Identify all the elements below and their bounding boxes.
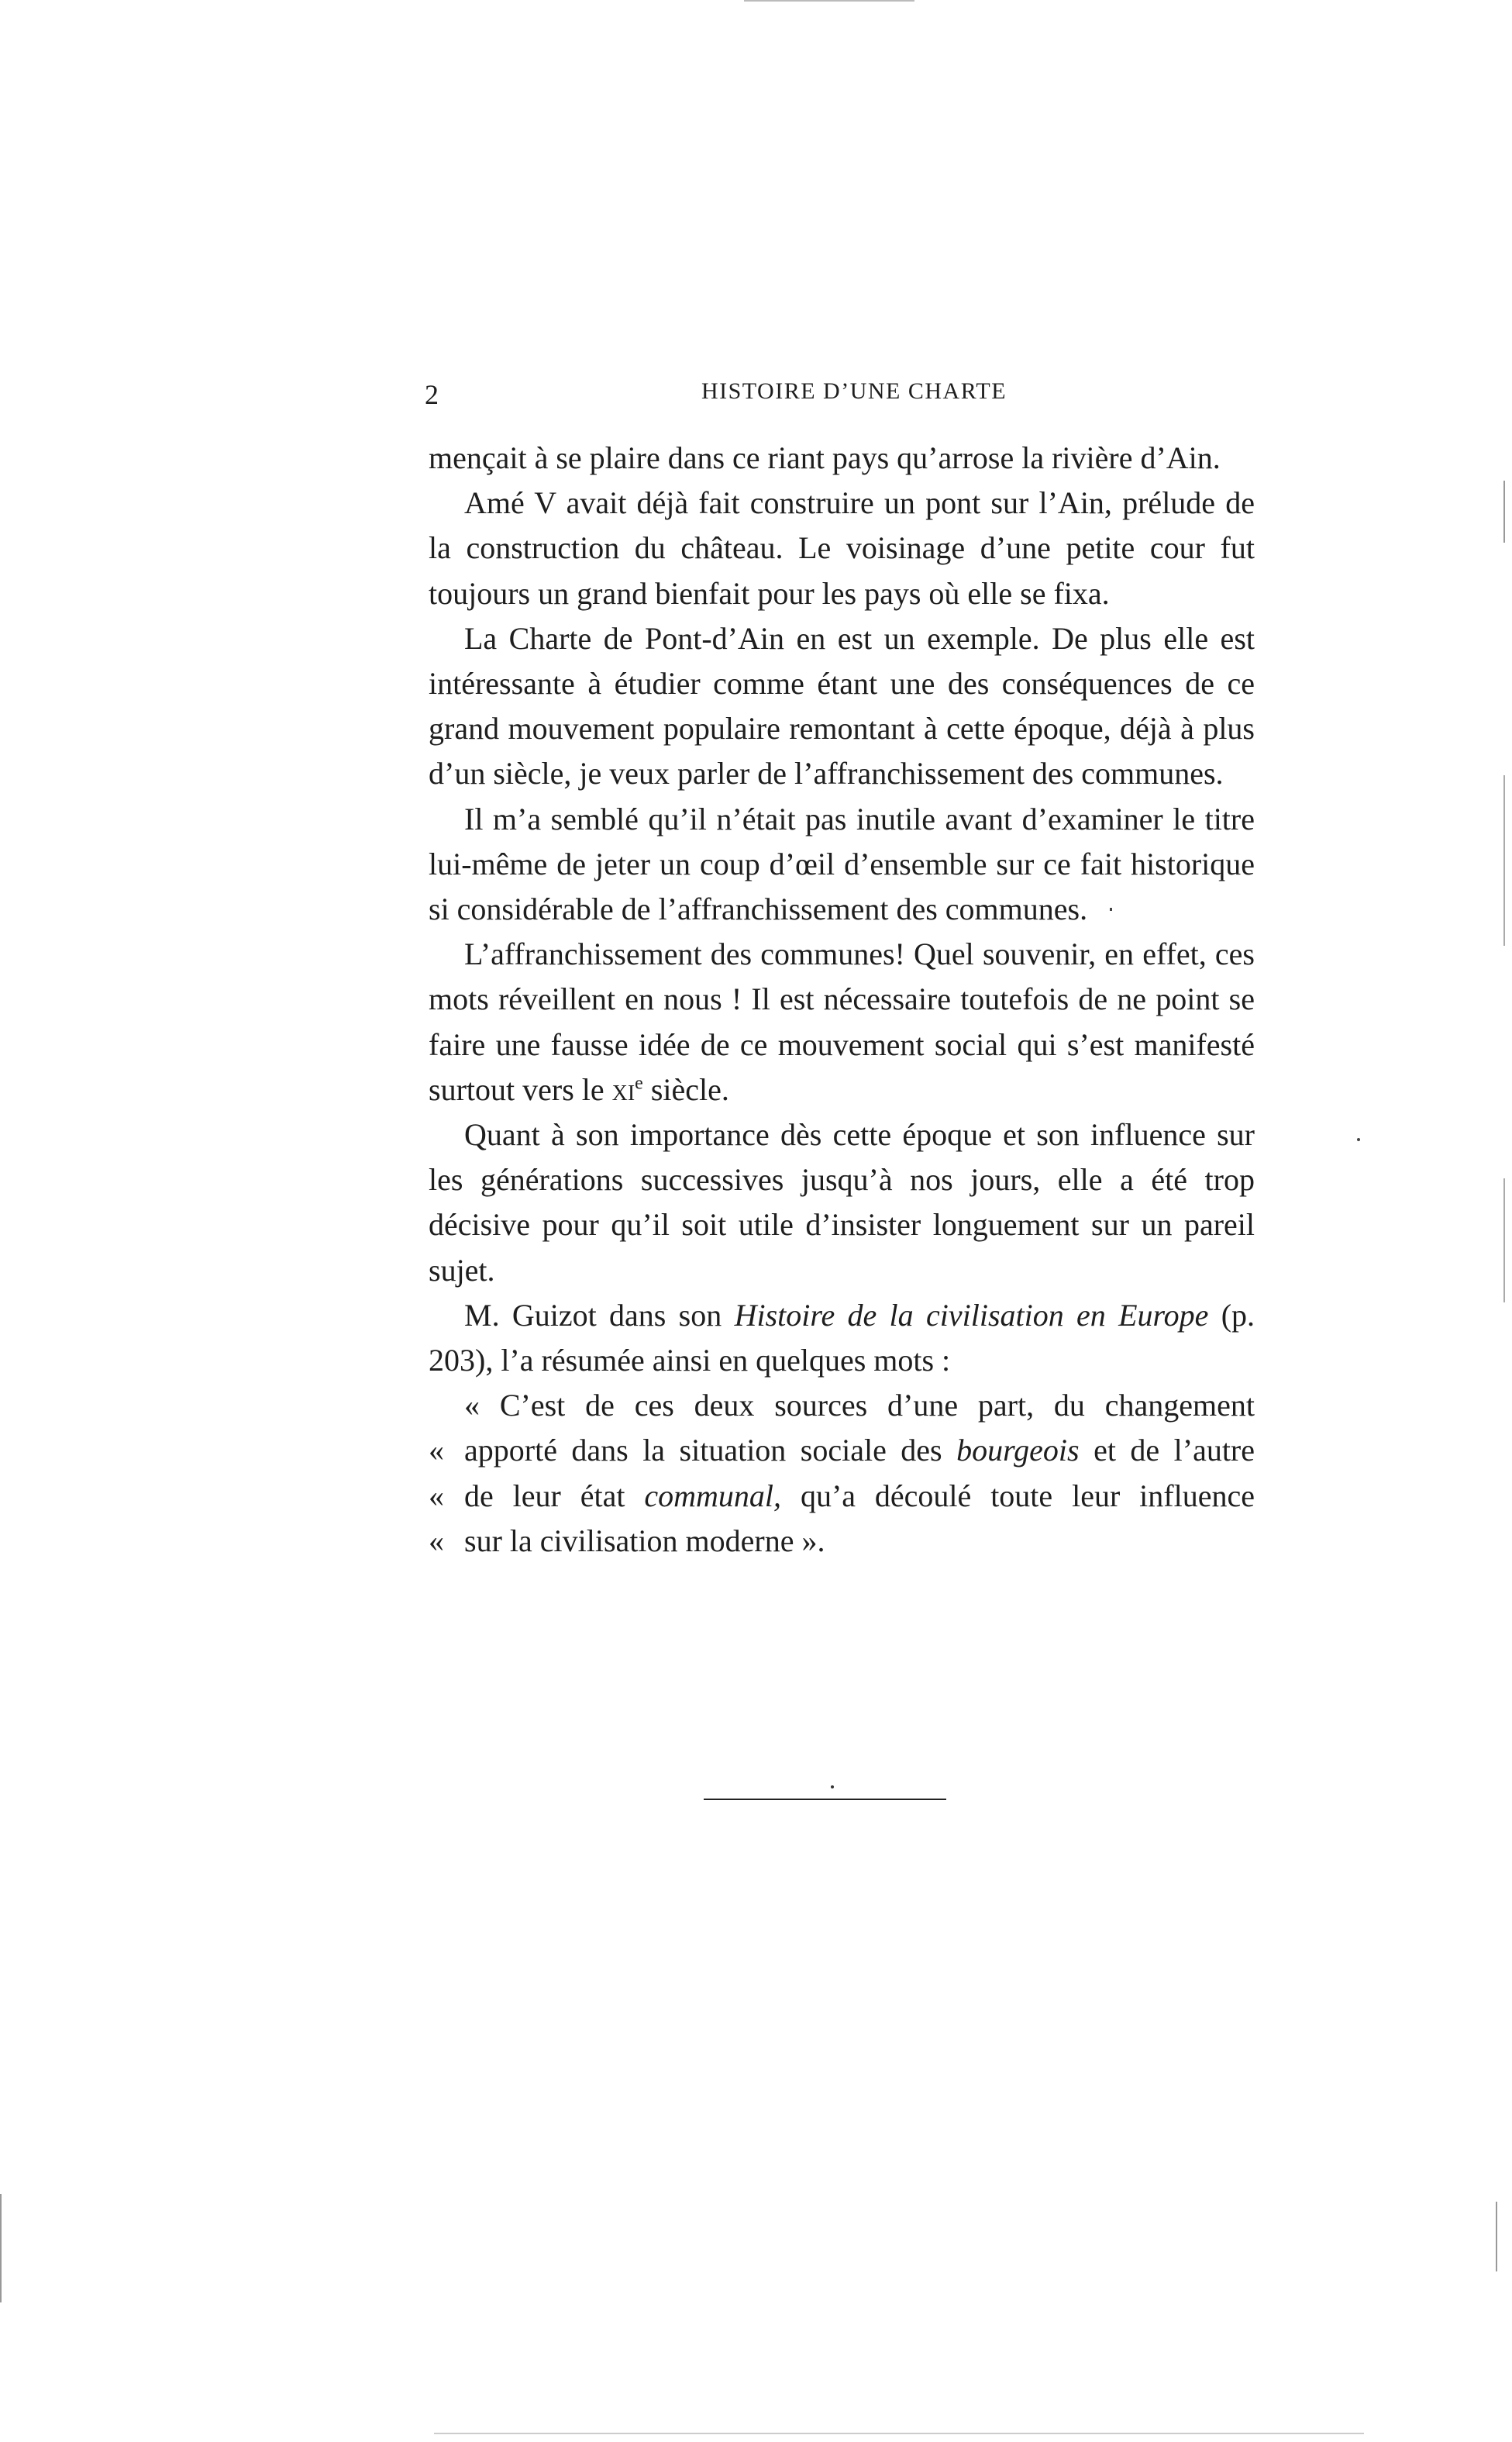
scan-edge-mark — [1496, 2202, 1497, 2271]
quote-open-mark: « — [464, 1388, 480, 1423]
quote-line — [429, 1383, 1255, 1428]
paragraph-text: L’affranchissement des communes! Quel souvenir, en effet, ces mots réveillent en nous ! Il est nécessaire toutefois de ne point se faire une fausse idée de ce mouvement social qui s’est manifesté surtout vers le — [429, 936, 1255, 1107]
quote-text: C’est de ces deux sources d’une part, du changement — [499, 1388, 1255, 1423]
quote-margin-mark: « — [429, 1523, 444, 1558]
quotation — [429, 1383, 1255, 1564]
paragraph — [429, 1293, 1255, 1383]
paragraph — [429, 932, 1255, 1112]
paragraph-text-end: (p. 203), l’a résumée ainsi en quelques mots : — [429, 1297, 1255, 1378]
end-ornament-dot — [831, 1785, 834, 1788]
quote-line — [429, 1474, 1255, 1519]
century-superscript: e — [635, 1073, 643, 1094]
scan-edge-mark — [1503, 481, 1505, 543]
page-header — [425, 378, 1255, 412]
book-title: Histoire de la civilisation en Europe — [734, 1297, 1209, 1333]
end-rule — [704, 1799, 946, 1800]
paragraph: La Charte de Pont-d’Ain en est un exemple. De plus elle est intéressante à étudier comme étant une des conséquences de ce grand mouvement populaire remontant à cette époque, déjà à plus d’un siècle, je veux parler de l’affranchissement des communes. — [429, 620, 1255, 792]
running-title: HISTOIRE D’UNE CHARTE — [701, 378, 1007, 404]
page-number: 2 — [425, 379, 439, 410]
quote-margin-mark: « — [429, 1478, 444, 1513]
paragraph: Amé V avait déjà fait construire un pont sur l’Ain, prélude de la construction du château. Le voisinage d’une petite cour fut toujours un grand bienfait pour les pays où elle se fixa. — [429, 485, 1255, 611]
quote-text: de leur état — [464, 1478, 625, 1513]
quote-italic: communal, — [644, 1478, 782, 1513]
century-numeral: xi — [611, 1071, 635, 1107]
quote-italic: bourgeois — [956, 1433, 1080, 1468]
scan-speck — [1110, 908, 1112, 911]
paragraph: Quant à son importance dès cette époque et son influence sur les générations successives jusqu’à nos jours, elle a été trop décisive pour qu’il soit utile d’insister longuement sur un pareil sujet. — [429, 1117, 1255, 1288]
quote-text: et de l’autre — [1094, 1433, 1255, 1468]
quote-margin-mark: « — [429, 1433, 444, 1468]
quote-text: apporté dans la situation sociale des — [464, 1433, 942, 1468]
paragraph-text: M. Guizot dans son — [464, 1297, 722, 1333]
scan-top-edge — [744, 0, 914, 2]
body-text — [429, 436, 1255, 1564]
quote-text: sur la civilisation moderne ». — [464, 1523, 825, 1558]
scan-speck — [1357, 1138, 1360, 1141]
paragraph-text-end: siècle. — [650, 1071, 729, 1107]
scan-edge-mark — [1503, 1178, 1505, 1302]
quote-line — [429, 1519, 1255, 1564]
scan-bottom-edge — [434, 2433, 1364, 2434]
quote-line — [429, 1428, 1255, 1473]
paragraph: Il m’a semblé qu’il n’était pas inutile avant d’examiner le titre lui-même de jeter un coup d’œil d’ensemble sur ce fait historique si considérable de l’affranchissement des communes. — [429, 801, 1255, 927]
paragraph-continued: mençait à se plaire dans ce riant pays qu’arrose la rivière d’Ain. — [429, 440, 1221, 475]
scan-edge-mark — [1503, 775, 1505, 946]
scan-edge-mark — [0, 2194, 2, 2302]
quote-text: qu’a découlé toute leur influence — [800, 1478, 1255, 1513]
